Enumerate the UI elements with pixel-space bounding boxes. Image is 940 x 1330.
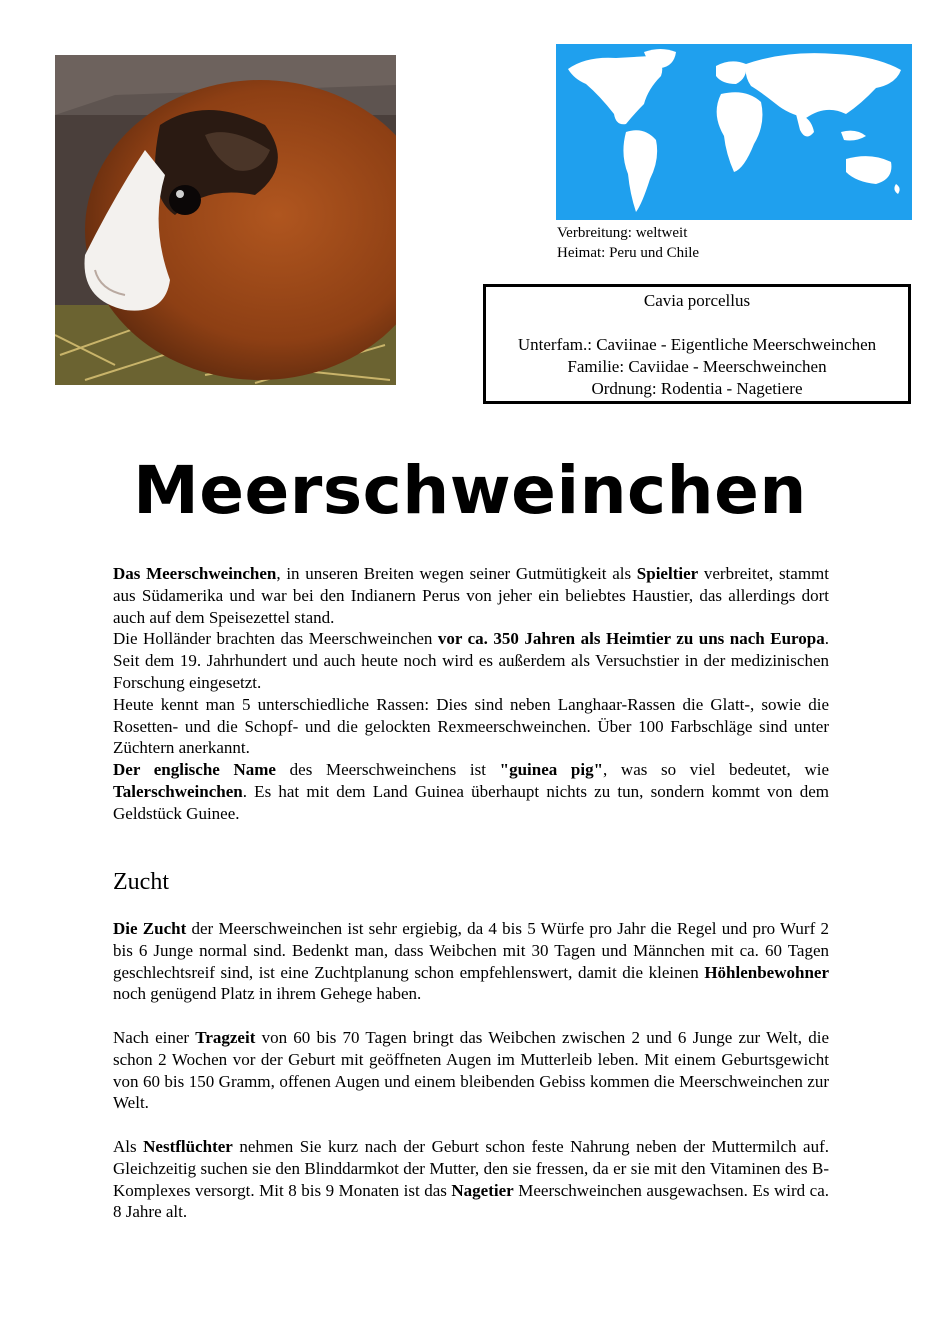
order-line: Ordnung: Rodentia - Nagetiere	[591, 379, 803, 398]
intro-paragraph-3: Heute kennt man 5 unterschiedliche Rassen: Dies sind neben Langhaar-Rassen die Glatt-, sowie die Rosetten- und die Schopf- und die gelockten Rexmeerschweinchen. Über 100 Farbschläge sind unter Züchtern anerkannt.	[113, 694, 829, 758]
map-caption	[557, 223, 699, 263]
world-map	[556, 44, 912, 220]
breeding-text	[113, 918, 829, 1223]
intro-paragraph-4: Der englische Name des Meerschweinchens ist "guinea pig", was so viel bedeutet, wie Talerschweinchen. Es hat mit dem Land Guinea überhaupt nichts zu tun, sondern kommt von dem Geldstück Guinee.	[113, 760, 829, 823]
homeland-text: Heimat: Peru und Chile	[557, 245, 700, 261]
breeding-paragraph-3: Als Nestflüchter nehmen Sie kurz nach der Geburt schon feste Nahrung neben der Muttermilch auf. Gleichzeitig suchen sie den Blinddarmkot der Mutter, den sie fressen, da er sie mit den Vitaminen des B-Komplexes versorgt. Mit 8 bis 9 Monaten ist das Nagetier Meerschweinchen ausgewachsen. Es wird ca. 8 Jahre alt.	[113, 1136, 829, 1222]
species-name: Cavia porcellus	[643, 291, 751, 310]
distribution-text: Verbreitung: weltweit	[557, 225, 688, 241]
taxonomy-box	[483, 284, 911, 404]
page-title: Meerschweinchen	[133, 452, 807, 529]
intro-paragraph-1: Das Meerschweinchen, in unseren Breiten wegen seiner Gutmütigkeit als Spieltier verbreitet, stammt aus Südamerika und war bei den Indianern Perus von jeher ein beliebtes Haustier, das allerdings dort auch auf dem Speisezettel stand.	[113, 564, 829, 627]
breeding-paragraph-1: Die Zucht der Meerschweinchen ist sehr ergiebig, da 4 bis 5 Würfe pro Jahr die Regel und pro Wurf 2 bis 6 Junge normal sind. Bedenkt man, dass Weibchen mit 30 Tagen und Männchen mit ca. 60 Tagen geschlechtsreif sind, ist eine Zuchtplanung schon empfehlenswert, damit die kleinen Höhlenbewohner noch genügend Platz in ihrem Gehege haben.	[113, 919, 829, 1004]
intro-paragraph-2: Die Holländer brachten das Meerschweinchen vor ca. 350 Jahren als Heimtier zu uns nach Europa. Seit dem 19. Jahrhundert und auch heute noch wird es außerdem als Versuchstier in der medizinischen Forschung eingesetzt.	[113, 629, 829, 692]
subfamily-line: Unterfam.: Caviinae - Eigentliche Meerschweinchen	[517, 335, 877, 354]
breeding-paragraph-2: Nach einer Tragzeit von 60 bis 70 Tagen bringt das Weibchen zwischen 2 und 6 Junge zur Welt, die schon 2 Wochen vor der Geburt mit geöffneten Augen im Mutterleib leben. Mit einem Geburtsgewicht von 60 bis 150 Gramm, offenen Augen und einem bleibenden Gebiss kommen die Meerschweinchen zur Welt.	[113, 1027, 829, 1113]
guinea-pig-photo	[55, 55, 396, 385]
intro-text	[113, 563, 829, 825]
section-heading: Zucht	[113, 869, 169, 895]
family-line: Familie: Caviidae - Meerschweinchen	[567, 357, 827, 376]
